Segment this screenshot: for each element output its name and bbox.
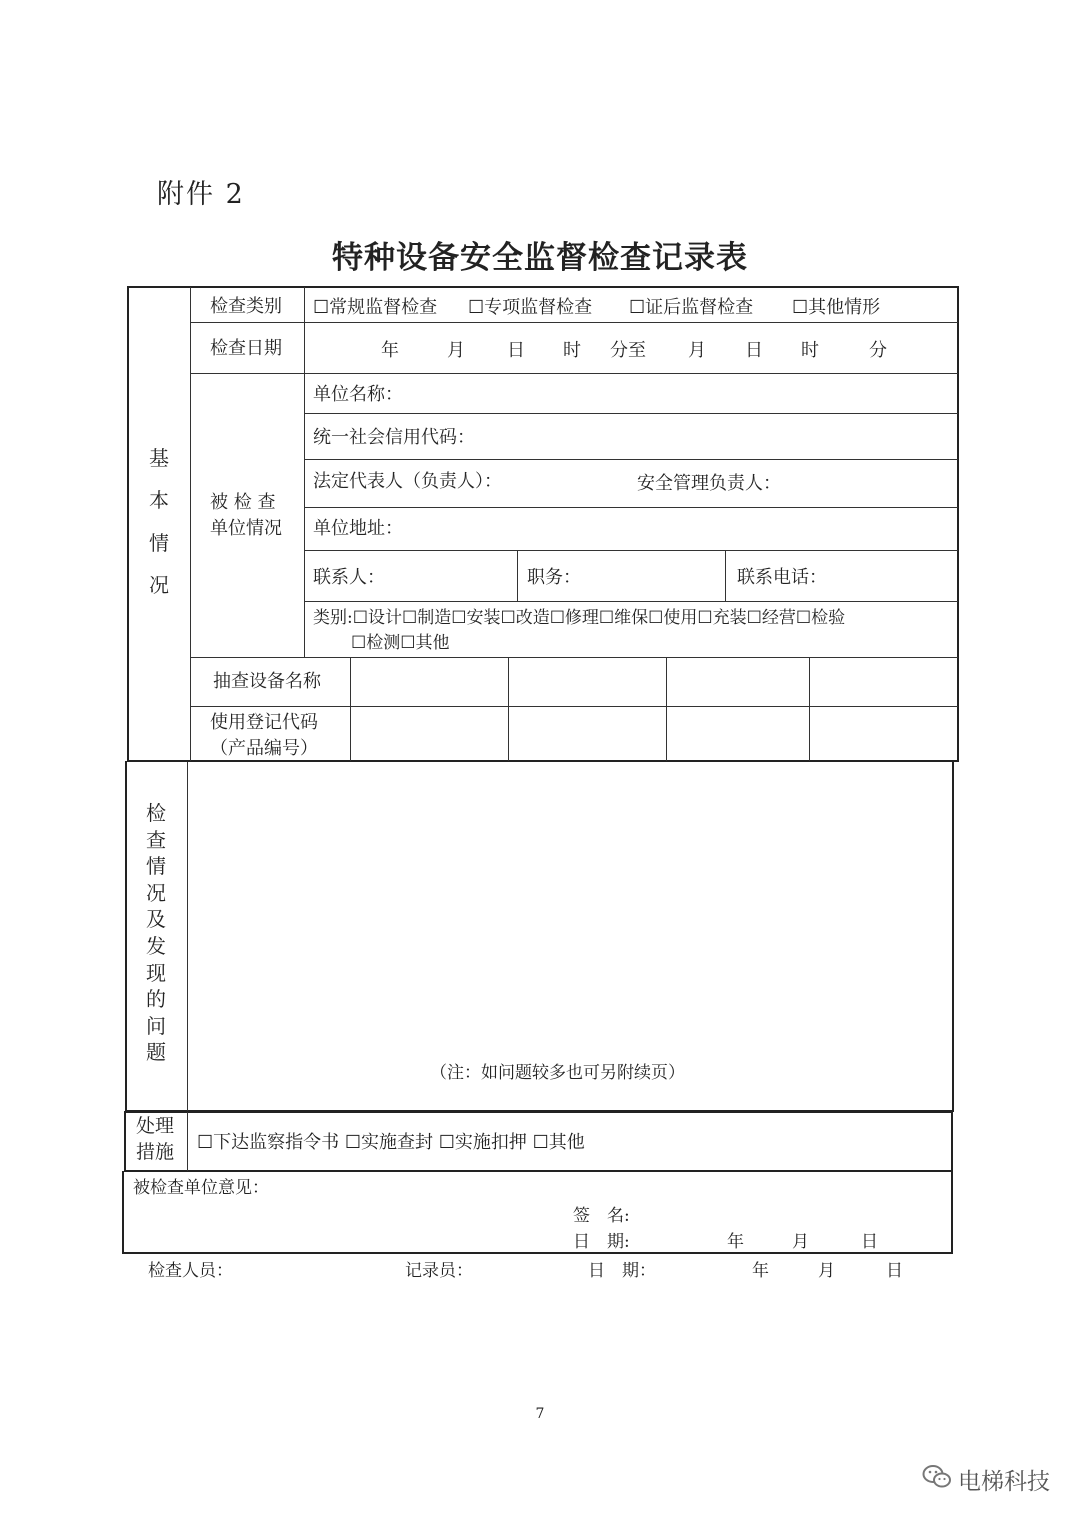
date-unit: 日 [861, 1232, 878, 1252]
date-unit: 日 [886, 1261, 903, 1281]
category-checkboxes[interactable]: 类别:☐设计☐制造☐安装☐改造☐修理☐维保☐使用☐充装☐经营☐检验 ☐检测☐其他 [313, 608, 846, 653]
wechat-icon [922, 1464, 952, 1496]
date-unit: 月 [688, 340, 706, 361]
legal-rep-field[interactable]: 法定代表人（负责人）： [313, 471, 502, 492]
basic-section-label: 基 本 情 况 [149, 446, 169, 598]
inspected-unit-label: 被 检 查 单位情况 [210, 492, 282, 539]
form-title: 特种设备安全监督检查记录表 [332, 240, 748, 276]
recorder-field[interactable]: 记录员： [405, 1261, 473, 1281]
date-unit: 年 [752, 1261, 769, 1281]
inspector-field[interactable]: 检查人员： [148, 1261, 233, 1281]
date-unit: 日 [507, 340, 525, 361]
inspection-date-label: 检查日期 [210, 338, 282, 359]
position-field[interactable]: 职务： [527, 567, 581, 588]
page-number: 7 [535, 1406, 545, 1422]
contact-field[interactable]: 联系人： [313, 567, 385, 588]
credit-code-field[interactable]: 统一社会信用代码： [313, 427, 475, 448]
address-field[interactable]: 单位地址： [313, 518, 403, 539]
footer-date-field[interactable]: 日 期： [588, 1261, 656, 1281]
date-unit: 日 [745, 340, 763, 361]
date-unit: 年 [381, 340, 399, 361]
registration-code-label: 使用登记代码 （产品编号） [210, 712, 318, 759]
attachment-label: 附件 2 [157, 179, 245, 210]
opinion-sign[interactable]: 签 名: [573, 1206, 630, 1226]
opinion-label: 被检查单位意见： [133, 1178, 269, 1198]
date-unit: 年 [727, 1232, 744, 1252]
checkbox-other-case[interactable]: ☐其他情形 [792, 297, 881, 318]
date-unit: 时 [801, 340, 819, 361]
phone-field[interactable]: 联系电话： [737, 567, 827, 588]
date-unit: 月 [818, 1261, 835, 1281]
unit-name-field[interactable]: 单位名称： [313, 384, 403, 405]
watermark [922, 1463, 1050, 1496]
checkbox-post-cert-inspection[interactable]: ☐证后监督检查 [629, 297, 754, 318]
findings-note: （注：如问题较多也可另附续页） [430, 1063, 685, 1083]
date-unit: 月 [792, 1232, 809, 1252]
date-unit: 月 [447, 340, 465, 361]
watermark-text: 电梯科技 [958, 1469, 1050, 1495]
inspection-findings-table [125, 761, 954, 1112]
findings-section-label: 检 查 情 况 及 发 现 的 问 题 [146, 801, 166, 1065]
date-unit: 时 [563, 340, 581, 361]
date-unit: 分 [869, 340, 887, 361]
checkbox-special-inspection[interactable]: ☐专项监督检查 [468, 297, 593, 318]
checkbox-regular-inspection[interactable]: ☐常规监督检查 [313, 297, 438, 318]
date-unit: 分至 [610, 340, 646, 361]
opinion-date[interactable]: 日 期: [573, 1232, 630, 1252]
safety-manager-field[interactable]: 安全管理负责人： [637, 473, 781, 494]
handling-options[interactable]: ☐下达监察指令书 ☐实施查封 ☐实施扣押 ☐其他 [197, 1132, 585, 1153]
inspection-type-label: 检查类别 [210, 296, 282, 317]
handling-label: 处理 措施 [136, 1115, 175, 1163]
equipment-name-label: 抽查设备名称 [213, 671, 321, 692]
